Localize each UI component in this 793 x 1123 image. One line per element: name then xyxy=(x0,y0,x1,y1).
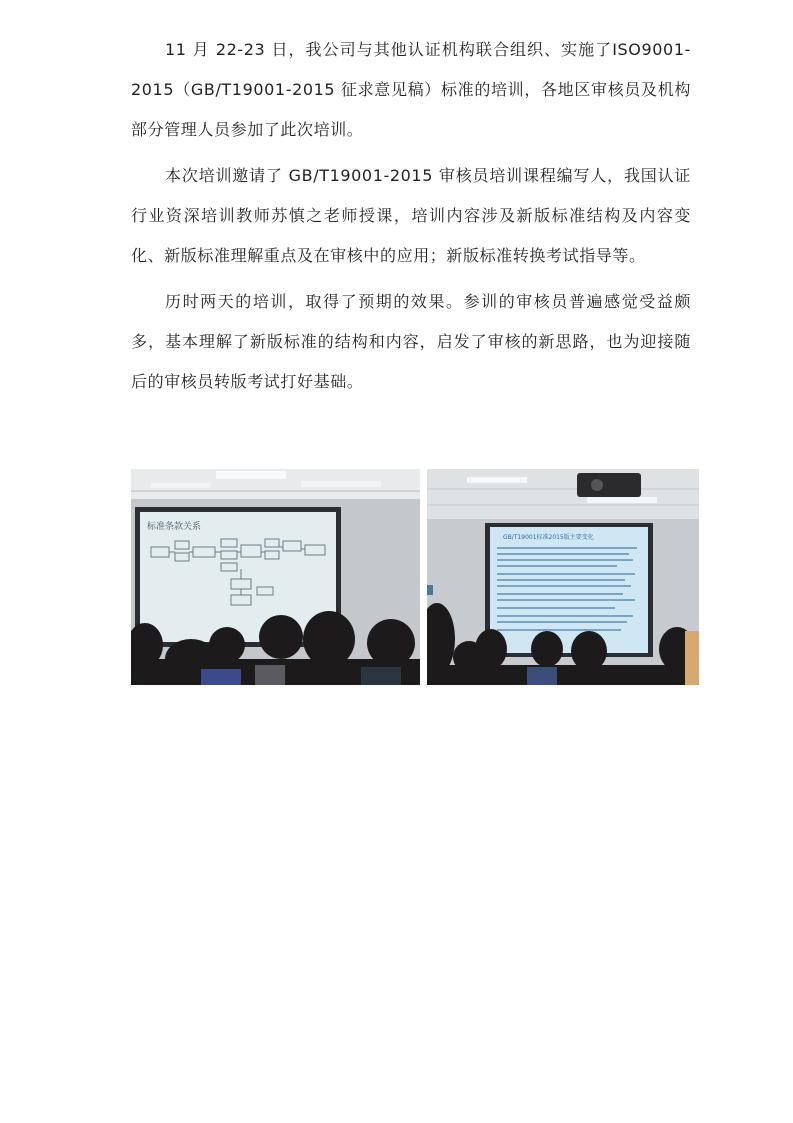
training-photo-left xyxy=(131,469,420,685)
training-photo-right xyxy=(427,469,699,685)
paragraph-training-result: 历时两天的培训，取得了预期的效果。参训的审核员普遍感觉受益颇多，基本理解了新版标准的结构和内容，启发了审核的新思路，也为迎接随后的审核员转版考试打好基础。 xyxy=(131,292,691,391)
right-slide-title: GB/T19001标准2015版主要变化 xyxy=(503,534,594,541)
classroom-scene-right xyxy=(427,469,699,685)
left-slide-title: 标准条款关系 xyxy=(147,522,202,532)
paragraph-training-intro: 11 月 22-23 日，我公司与其他认证机构联合组织、实施了ISO9001-2015（GB/T19001-2015 征求意见稿）标准的培训，各地区审核员及机构部分管理人员参加了此次培训。 xyxy=(131,40,691,139)
classroom-scene-left xyxy=(131,469,420,685)
paragraph-training-content: 本次培训邀请了 GB/T19001-2015 审核员培训课程编写人，我国认证行业资深培训教师苏慎之老师授课，培训内容涉及新版标准结构及内容变化、新版标准理解重点及在审核中的应用；新版标准转换考试指导等。 xyxy=(131,166,691,265)
projector xyxy=(577,473,641,497)
article-body xyxy=(131,30,691,408)
